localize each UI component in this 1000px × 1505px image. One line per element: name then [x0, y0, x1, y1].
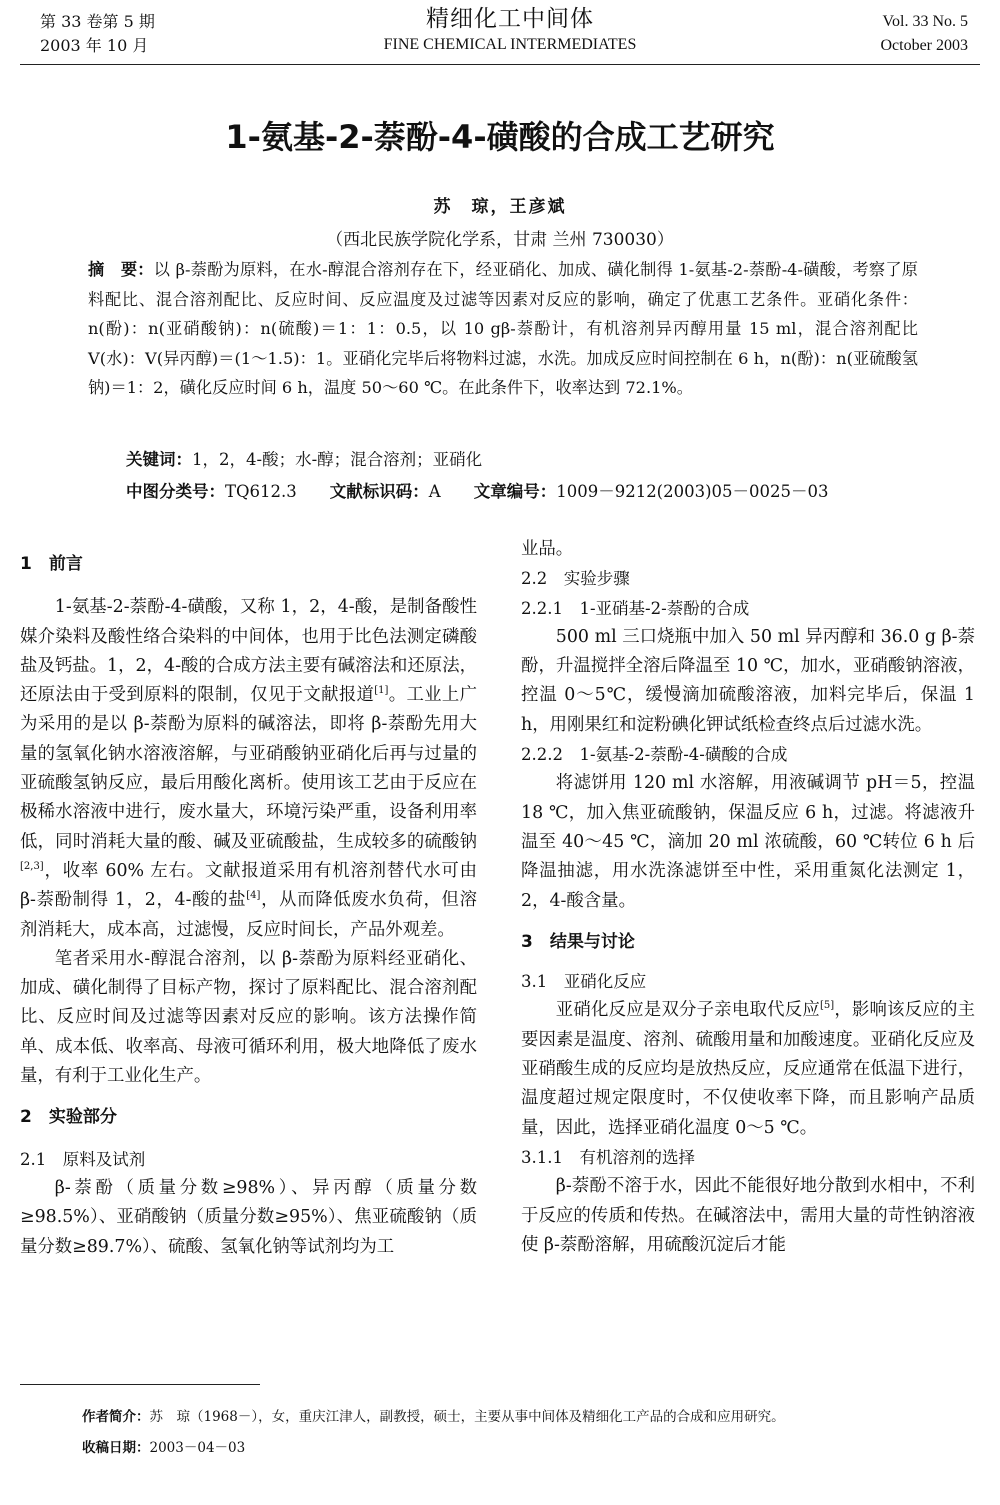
citation[interactable]: [4]	[246, 890, 261, 902]
subsection-heading: 3.1.1 有机溶剂的选择	[521, 1147, 695, 1167]
continued-text: 业品。	[521, 539, 574, 559]
section-heading: 1 前言	[20, 554, 83, 574]
text-run: ，从而降低废水负荷，但溶剂消耗大，成本高，过滤慢，反应时间长，产品外观差。	[20, 890, 477, 940]
paragraph: β-萘酚（质量分数≥98%）、异丙醇（质量分数≥98.5%）、亚硝酸钠（质量分数≥95%）、焦亚硫酸钠（质量分数≥89.7%）、硫酸、氢氧化钠等试剂均为工	[20, 1177, 477, 1257]
author-bio-label: 作者简介：	[82, 1409, 150, 1425]
paragraph	[20, 593, 477, 945]
issue-date-en: October 2003	[880, 37, 968, 54]
authors: 苏 琼，王彦斌	[433, 197, 567, 217]
author-bio-text: 苏 琼（1968－），女，重庆江津人，副教授，硕士，主要从事中间体及精细化工产品的合成和应用研究。	[149, 1409, 785, 1425]
paragraph: β-萘酚不溶于水，因此不能很好地分散到水相中，不利于反应的传质和传热。在碱溶法中，需用大量的苛性钠溶液使 β-萘酚溶解，用硫酸沉淀后才能	[521, 1176, 975, 1255]
subsection-heading: 2.2 实验步骤	[521, 569, 630, 589]
footnote-rule	[20, 1384, 260, 1385]
article-no-value: 1009－9212(2003)05－0025－03	[556, 482, 829, 501]
text-run: 1-氨基-2-萘酚-4-磺酸，又称 1，2，4-酸，是制备酸性媒介染料及酸性络合染料的中间体，也用于比色法测定磷酸盐及钙盐。1，2，4-酸的合成方法主要有碱溶法和还原法，还原法由于受到原料的限制，仅见于文献报道	[20, 597, 477, 706]
paragraph: 500 ml 三口烧瓶中加入 50 ml 异丙醇和 36.0 g β-萘酚，升温搅拌全溶后降温至 10 ℃，加水，亚硝酸钠溶液，控温 0～5℃，缓慢滴加硫酸溶液，加料完毕后，保温 1 h，用刚果红和淀粉碘化钾试纸检查终点后过滤水洗。	[521, 626, 975, 735]
citation[interactable]: [2,3]	[20, 861, 44, 873]
doc-code-value: A	[428, 482, 441, 501]
subsection-heading: 2.2.2 1-氨基-2-萘酚-4-磺酸的合成	[521, 745, 788, 765]
header-rule	[20, 64, 980, 65]
volume-issue: 第 33 卷第 5 期	[40, 12, 155, 31]
classification	[126, 478, 829, 502]
text-run: 亚硝化反应是双分子亲电取代反应	[555, 1000, 820, 1021]
issue-info	[40, 10, 155, 58]
section-heading: 2 实验部分	[20, 1107, 117, 1128]
text-run: ，收率 60% 左右。文献报道采用有机溶剂替代水可由 β-萘酚制得 1，2，4-酸的盐	[20, 860, 477, 911]
text-run: 。工业上广为采用的是以 β-萘酚为原料的碱溶法，即将 β-萘酚先用大量的氢氧化钠水溶液溶解，与亚硝酸钠亚硝化后再与过量的亚硫酸氢钠反应，最后用酸化离析。使用该工艺由于反应在极稀水溶液中进行，废水量大，环境污染严重，设备利用率低，同时消耗大量的酸、碱及亚硫酸盐，生成较多的硫酸钠	[20, 685, 477, 852]
abstract-text: 以 β-萘酚为原料，在水-醇混合溶剂存在下，经亚硝化、加成、磺化制得 1-氨基-2-萘酚-4-磺酸，考察了原料配比、混合溶剂配比、反应时间、反应温度及过滤等因素对反应的影响，确定了优惠工艺条件。亚硝化条件：n(酚)：n(亚硝酸钠)：n(硫酸)＝1：1：0.5，以 10 gβ-萘酚计，有机溶剂异丙醇用量 15 ml，混合溶剂配比 V(水)：V(异丙醇)＝(1～1.5)：1。亚硝化完毕后将物料过滤，水洗。加成反应时间控制在 6 h，n(酚)：n(亚硫酸氢钠)＝1：2，磺化反应时间 6 h，温度 50～60 ℃。在此条件下，收率达到 72.1%。	[88, 260, 918, 397]
paragraph: 将滤饼用 120 ml 水溶解，用液碱调节 pH＝5，控温 18 ℃，加入焦亚硫酸钠，保温反应 6 h，过滤。将滤液升温至 40～45 ℃，滴加 20 ml 浓硫酸，60 ℃转位 6 h 后降温抽滤，用水洗涤滤饼至中性，采用重氮化法测定 1，2，4-酸含量。	[521, 773, 975, 911]
issue-date: 2003 年 10 月	[40, 36, 149, 55]
keywords	[126, 446, 482, 470]
right-column	[521, 535, 975, 1260]
journal-name-cn: 精细化工中间体	[426, 6, 594, 32]
clc-label: 中图分类号：	[126, 482, 225, 501]
citation[interactable]: [5]	[819, 1000, 835, 1012]
received-value: 2003－04－03	[149, 1440, 246, 1456]
doc-code-label: 文献标识码：	[329, 482, 429, 501]
paragraph	[521, 996, 975, 1142]
volume-issue-en: Vol. 33 No. 5	[882, 13, 968, 30]
article-no-label: 文章编号：	[473, 482, 557, 501]
citation[interactable]: [1]	[374, 685, 389, 697]
keywords-text: 1，2，4-酸；水-醇；混合溶剂；亚硝化	[192, 450, 483, 469]
issue-info-en	[880, 10, 968, 58]
received-date	[82, 1436, 245, 1456]
paragraph: 笔者采用水-醇混合溶剂，以 β-萘酚为原料经亚硝化、加成、磺化制得了目标产物，探讨了原料配比、混合溶剂配比、反应时间及过滤等因素对反应的影响。该方法操作简单、成本低、收率高、母液可循环利用，极大地降低了废水量，有利于工业化生产。	[20, 948, 477, 1087]
author-bio	[82, 1405, 785, 1425]
left-column	[20, 550, 477, 1262]
journal-name-en: FINE CHEMICAL INTERMEDIATES	[383, 36, 637, 53]
abstract	[88, 255, 918, 403]
paper-title: 1-氨基-2-萘酚-4-磺酸的合成工艺研究	[225, 118, 775, 156]
subsection-heading: 2.1 原料及试剂	[20, 1149, 146, 1169]
section-heading: 3 结果与讨论	[521, 931, 635, 952]
abstract-label: 摘 要：	[88, 260, 154, 279]
affiliation: （西北民族学院化学系，甘肃 兰州 730030）	[326, 230, 674, 250]
clc-value: TQ612.3	[225, 482, 297, 501]
received-label: 收稿日期：	[82, 1440, 150, 1456]
subsection-heading: 2.2.1 1-亚硝基-2-萘酚的合成	[521, 598, 750, 618]
keywords-label: 关键词：	[126, 450, 192, 469]
text-run: ，影响该反应的主要因素是温度、溶剂、硫酸用量和加酸速度。亚硝化反应及亚硝酸生成的反应均是放热反应，反应通常在低温下进行，温度超过规定限度时，不仅使收率下降，而且影响产品质量，因此，选择亚硝化温度 0～5 ℃。	[521, 1000, 975, 1138]
subsection-heading: 3.1 亚硝化反应	[521, 972, 647, 992]
journal-name	[320, 4, 700, 56]
